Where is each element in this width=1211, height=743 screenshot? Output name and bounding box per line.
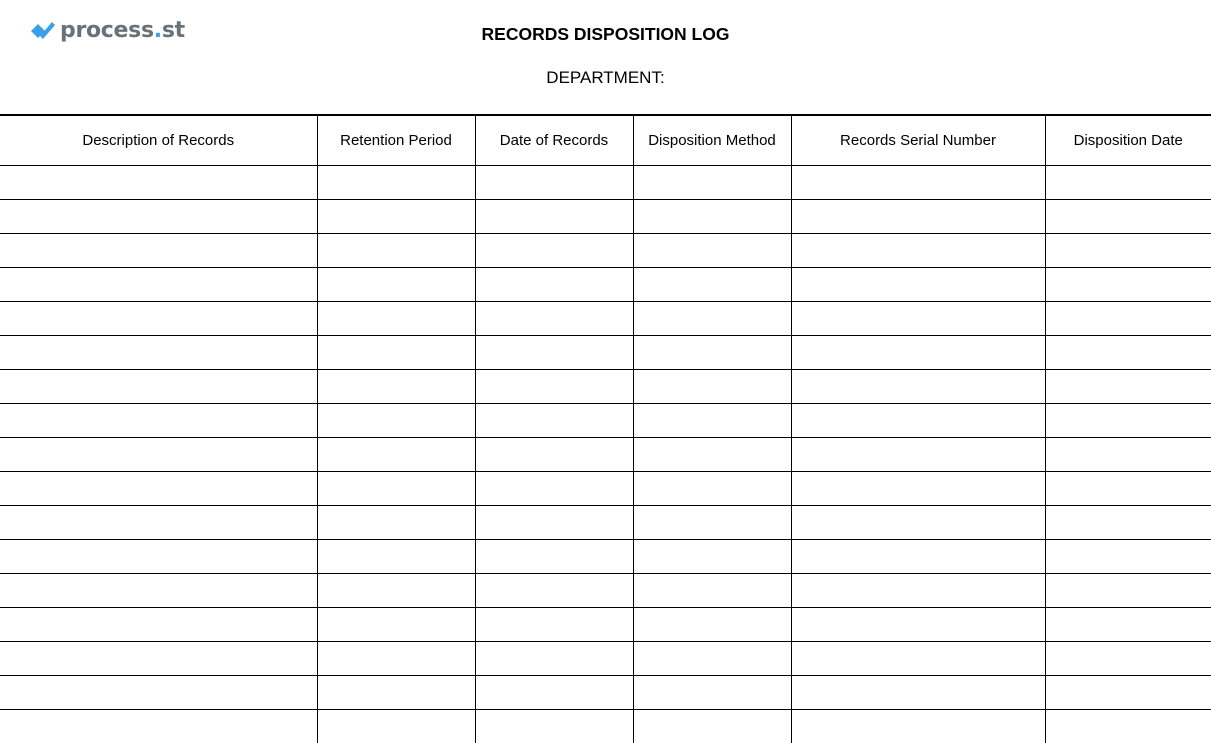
table-cell[interactable]: [0, 268, 317, 302]
table-cell[interactable]: [0, 200, 317, 234]
table-cell[interactable]: [791, 608, 1045, 642]
table-row: [0, 574, 1211, 608]
table-cell[interactable]: [475, 438, 633, 472]
table-row: [0, 710, 1211, 743]
column-header: Records Serial Number: [791, 115, 1045, 166]
table-cell[interactable]: [791, 336, 1045, 370]
table-cell[interactable]: [0, 506, 317, 540]
table-cell[interactable]: [0, 336, 317, 370]
table-cell[interactable]: [475, 608, 633, 642]
table-cell[interactable]: [317, 642, 475, 676]
table-cell[interactable]: [1045, 608, 1211, 642]
table-cell[interactable]: [633, 336, 791, 370]
table-cell[interactable]: [633, 574, 791, 608]
brand-name-suffix: st: [162, 18, 185, 43]
table-cell[interactable]: [633, 608, 791, 642]
table-cell[interactable]: [1045, 438, 1211, 472]
table-cell[interactable]: [475, 574, 633, 608]
table-cell[interactable]: [791, 472, 1045, 506]
table-cell[interactable]: [317, 608, 475, 642]
table-cell[interactable]: [791, 370, 1045, 404]
table-cell[interactable]: [0, 166, 317, 200]
table-cell[interactable]: [633, 200, 791, 234]
table-cell[interactable]: [317, 166, 475, 200]
table-cell[interactable]: [317, 710, 475, 743]
table-row: [0, 268, 1211, 302]
table-cell[interactable]: [317, 336, 475, 370]
table-cell[interactable]: [0, 676, 317, 710]
table-cell[interactable]: [0, 608, 317, 642]
table-cell[interactable]: [633, 302, 791, 336]
table-cell[interactable]: [791, 404, 1045, 438]
column-header: Description of Records: [0, 115, 317, 166]
table-cell[interactable]: [791, 642, 1045, 676]
table-cell[interactable]: [633, 676, 791, 710]
table-cell[interactable]: [1045, 268, 1211, 302]
table-row: [0, 676, 1211, 710]
table-header-row: [0, 115, 1211, 166]
document-title: RECORDS DISPOSITION LOG: [0, 24, 1211, 45]
table-row: [0, 166, 1211, 200]
table-row: [0, 438, 1211, 472]
table-cell[interactable]: [317, 540, 475, 574]
table-cell[interactable]: [317, 438, 475, 472]
table-row: [0, 608, 1211, 642]
table-row: [0, 234, 1211, 268]
table-cell[interactable]: [0, 370, 317, 404]
records-disposition-table: [0, 114, 1211, 743]
table-row: [0, 472, 1211, 506]
table-cell[interactable]: [475, 506, 633, 540]
column-header: Disposition Method: [633, 115, 791, 166]
table-cell[interactable]: [317, 574, 475, 608]
table-cell[interactable]: [475, 472, 633, 506]
table-cell[interactable]: [633, 234, 791, 268]
table-cell[interactable]: [317, 676, 475, 710]
table-cell[interactable]: [1045, 302, 1211, 336]
table-row: [0, 506, 1211, 540]
table-cell[interactable]: [1045, 336, 1211, 370]
table-cell[interactable]: [791, 302, 1045, 336]
column-header: Disposition Date: [1045, 115, 1211, 166]
table-cell[interactable]: [0, 710, 317, 743]
table-cell[interactable]: [475, 710, 633, 743]
table-cell[interactable]: [475, 642, 633, 676]
table-cell[interactable]: [0, 574, 317, 608]
table-cell[interactable]: [475, 302, 633, 336]
table-row: [0, 540, 1211, 574]
table-cell[interactable]: [1045, 234, 1211, 268]
table-cell[interactable]: [1045, 370, 1211, 404]
table-cell[interactable]: [633, 506, 791, 540]
table-cell[interactable]: [1045, 472, 1211, 506]
table-cell[interactable]: [317, 268, 475, 302]
table-cell[interactable]: [633, 710, 791, 743]
table-cell[interactable]: [1045, 642, 1211, 676]
table-cell[interactable]: [633, 166, 791, 200]
column-header: Date of Records: [475, 115, 633, 166]
table-cell[interactable]: [1045, 540, 1211, 574]
table-cell[interactable]: [791, 540, 1045, 574]
table-cell[interactable]: [633, 370, 791, 404]
table-cell[interactable]: [791, 710, 1045, 743]
table-cell[interactable]: [1045, 166, 1211, 200]
table-cell[interactable]: [791, 676, 1045, 710]
table-cell[interactable]: [475, 336, 633, 370]
table-cell[interactable]: [475, 404, 633, 438]
table-cell[interactable]: [1045, 404, 1211, 438]
table-cell[interactable]: [317, 200, 475, 234]
table-cell[interactable]: [1045, 506, 1211, 540]
table-cell[interactable]: [633, 268, 791, 302]
table-cell[interactable]: [791, 268, 1045, 302]
table-row: [0, 370, 1211, 404]
table-cell[interactable]: [791, 200, 1045, 234]
table-cell[interactable]: [633, 404, 791, 438]
table-cell[interactable]: [475, 234, 633, 268]
table-cell[interactable]: [1045, 710, 1211, 743]
table-row: [0, 200, 1211, 234]
table-cell[interactable]: [317, 404, 475, 438]
table-cell[interactable]: [475, 200, 633, 234]
brand-name-dot: .: [154, 18, 162, 43]
department-label: DEPARTMENT:: [0, 68, 1211, 88]
table-cell[interactable]: [0, 540, 317, 574]
table-cell[interactable]: [475, 268, 633, 302]
table-cell[interactable]: [317, 370, 475, 404]
table-cell[interactable]: [633, 642, 791, 676]
table-cell[interactable]: [475, 166, 633, 200]
table-cell[interactable]: [633, 438, 791, 472]
table-cell[interactable]: [1045, 574, 1211, 608]
table-cell[interactable]: [0, 234, 317, 268]
table-cell[interactable]: [791, 438, 1045, 472]
table-cell[interactable]: [0, 472, 317, 506]
table-cell[interactable]: [475, 370, 633, 404]
table-cell[interactable]: [0, 404, 317, 438]
table-row: [0, 642, 1211, 676]
table-cell[interactable]: [1045, 676, 1211, 710]
brand-name-main: process: [60, 18, 154, 43]
table-cell[interactable]: [633, 540, 791, 574]
table-row: [0, 404, 1211, 438]
table-cell[interactable]: [475, 540, 633, 574]
table-cell[interactable]: [475, 676, 633, 710]
table-cell[interactable]: [791, 574, 1045, 608]
table-cell[interactable]: [0, 438, 317, 472]
table-cell[interactable]: [0, 642, 317, 676]
table-cell[interactable]: [317, 302, 475, 336]
table-row: [0, 336, 1211, 370]
table-cell[interactable]: [791, 506, 1045, 540]
table-cell[interactable]: [317, 506, 475, 540]
table-cell[interactable]: [791, 234, 1045, 268]
table-cell[interactable]: [317, 472, 475, 506]
table-row: [0, 302, 1211, 336]
table-cell[interactable]: [317, 234, 475, 268]
table-cell[interactable]: [791, 166, 1045, 200]
column-header: Retention Period: [317, 115, 475, 166]
table-cell[interactable]: [633, 472, 791, 506]
table-cell[interactable]: [0, 302, 317, 336]
table-cell[interactable]: [1045, 200, 1211, 234]
